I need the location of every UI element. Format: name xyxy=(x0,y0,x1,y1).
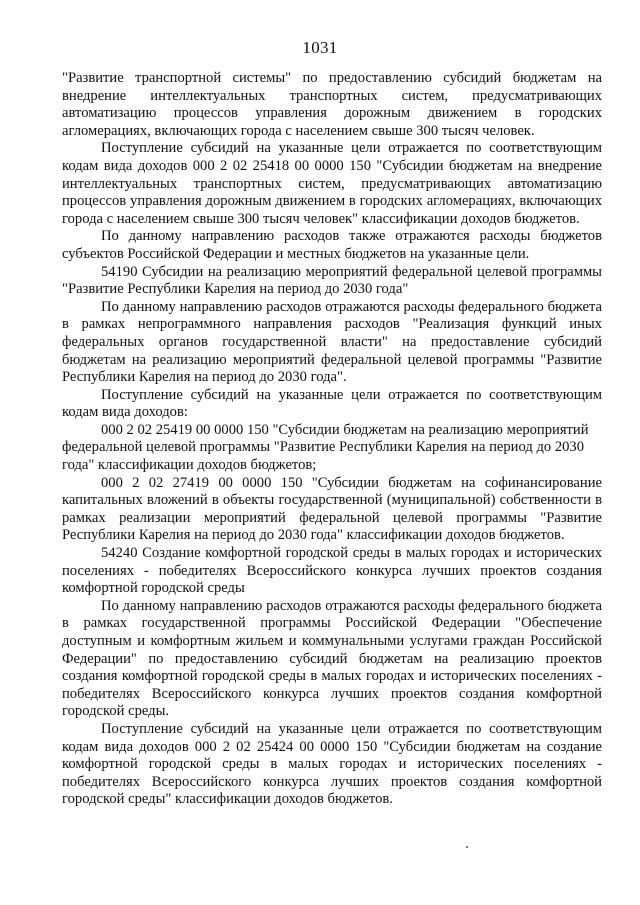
paragraph-code-25419: 000 2 02 25419 00 0000 150 "Субсидии бюджетам на реализацию мероприятий федеральной целевой программы "Развитие Республики Карелия на период до 2030 года" классификации доходов бюджетов; xyxy=(62,421,589,474)
paragraph-code-27419: 000 2 02 27419 00 0000 150 "Субсидии бюджетам на софинансирование капитальных вложений в объекты государственной (муниципальной) собственности в рамках реализации мероприятий федеральной целевой программы "Развитие Республики Карелия на период до 2030 года" классификации доходов бюджетов. xyxy=(62,474,602,544)
paragraph-income-codes-intro: Поступление субсидий на указанные цели отражается по соответствующим кодам вида доходов: xyxy=(62,386,602,421)
page-number: 1031 xyxy=(302,38,338,57)
paragraph-comfortable-environment-expenses: По данному направлению расходов отражаются расходы федерального бюджета в рамках государственной программы Российской Федерации "Обеспечение доступным и комфортным жильем и коммунальными услугами граждан Российской Федерации" по предоставлению субсидий бюджетам на реализацию проектов создания комфортной городской среды в малых городах и исторических поселениях - победителях Всероссийского конкурса лучших проектов создания комфортной городской среды. xyxy=(62,597,602,720)
paragraph-regional-expenses: По данному направлению расходов также отражаются расходы бюджетов субъектов Российской Федерации и местных бюджетов на указанные цели. xyxy=(62,228,602,262)
paragraph-continuation: "Развитие транспортной системы" по предоставлению субсидий бюджетам на внедрение интеллектуальных транспортных систем, предусматривающих автоматизацию процессов управления дорожным движением в городских агломерациях, включающих города с населением свыше 300 тысяч человек. xyxy=(62,70,602,139)
section-heading-54240: 54240 Создание комфортной городской среды в малых городах и исторических поселениях - победителях Всероссийского конкурса лучших проектов создания комфортной городской среды xyxy=(62,545,602,597)
section-heading-54190: 54190 Субсидии на реализацию мероприятий федеральной целевой программы "Развитие Республики Карелия на период до 2030 года" xyxy=(62,263,602,298)
document-body xyxy=(62,70,602,809)
paragraph-karelia-expenses: По данному направлению расходов отражаются расходы федерального бюджета в рамках непрограммного направления расходов "Реализация функций иных федеральных органов государственной власти" на предоставление субсидий бюджетам на реализацию мероприятий федеральной целевой программы "Развитие Республики Карелия на период до 2030 года". xyxy=(62,298,602,386)
scan-speck xyxy=(466,846,468,848)
paragraph-income-codes-25424: Поступление субсидий на указанные цели отражается по соответствующим кодам вида доходов 000 2 02 25424 00 0000 150 "Субсидии бюджетам на создание комфортной городской среды в малых городах и исторических поселениях - победителях Всероссийского конкурса лучших проектов создания комфортной городской среды" классификации доходов бюджетов. xyxy=(62,720,602,808)
paragraph-income-codes-25418: Поступление субсидий на указанные цели отражается по соответствующим кодам вида доходов 000 2 02 25418 00 0000 150 "Субсидии бюджетам на внедрение интеллектуальных транспортных систем, предусматривающих автоматизацию процессов управления дорожным движением в городских агломерациях, включающих города с населением свыше 300 тысяч человек" классификации доходов бюджетов. xyxy=(62,140,602,227)
